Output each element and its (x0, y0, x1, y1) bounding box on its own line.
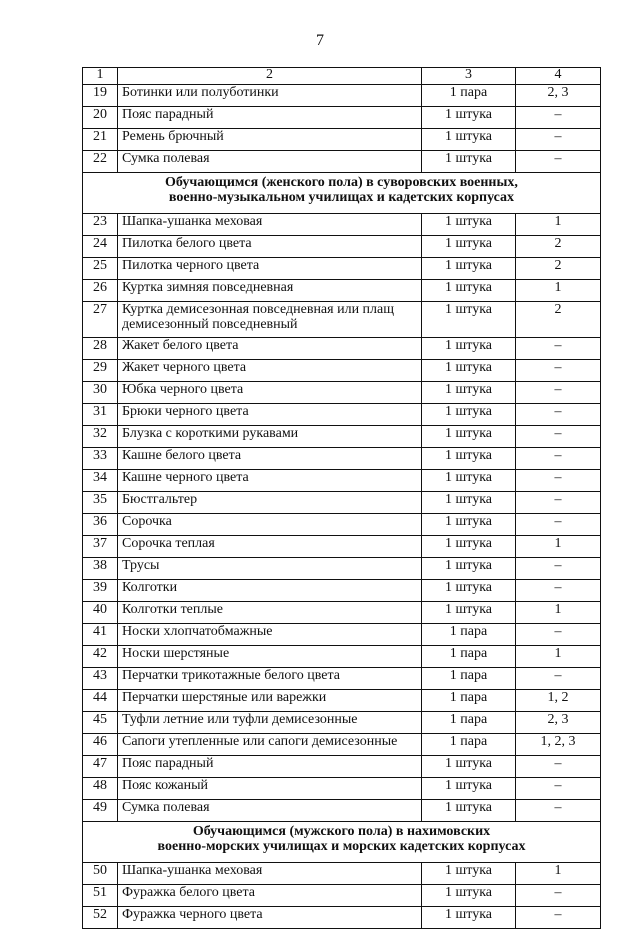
item-quantity: 1 штука (422, 580, 516, 602)
item-name: Сорочка (118, 514, 422, 536)
table-row (83, 536, 601, 558)
item-category: 2, 3 (516, 712, 601, 734)
row-number: 33 (83, 448, 118, 470)
item-quantity: 1 штука (422, 382, 516, 404)
table-row (83, 863, 601, 885)
row-number: 51 (83, 885, 118, 907)
table-row (83, 129, 601, 151)
item-quantity: 1 штука (422, 448, 516, 470)
row-number: 43 (83, 668, 118, 690)
item-category: – (516, 360, 601, 382)
row-number: 21 (83, 129, 118, 151)
item-name: Пилотка белого цвета (118, 236, 422, 258)
item-name: Колготки теплые (118, 602, 422, 624)
table-row (83, 734, 601, 756)
item-category: 1 (516, 280, 601, 302)
item-name: Фуражка черного цвета (118, 907, 422, 929)
row-number: 47 (83, 756, 118, 778)
item-quantity: 1 штука (422, 360, 516, 382)
item-category: 2 (516, 236, 601, 258)
item-quantity: 1 пара (422, 85, 516, 107)
table-row (83, 514, 601, 536)
table-row (83, 426, 601, 448)
item-category: – (516, 382, 601, 404)
section-heading (83, 822, 601, 863)
item-name: Сумка полевая (118, 800, 422, 822)
item-quantity: 1 штука (422, 338, 516, 360)
item-category: 1 (516, 602, 601, 624)
item-name: Носки шерстяные (118, 646, 422, 668)
row-number: 29 (83, 360, 118, 382)
table-row (83, 668, 601, 690)
item-category: 1 (516, 646, 601, 668)
item-quantity: 1 штука (422, 151, 516, 173)
column-number-row (83, 68, 601, 85)
table-row (83, 885, 601, 907)
item-quantity: 1 штука (422, 514, 516, 536)
item-quantity: 1 пара (422, 734, 516, 756)
supply-table-body (83, 68, 601, 929)
row-number: 28 (83, 338, 118, 360)
table-row (83, 558, 601, 580)
item-category: 1 (516, 863, 601, 885)
item-name: Туфли летние или туфли демисезонные (118, 712, 422, 734)
row-number: 40 (83, 602, 118, 624)
row-number: 44 (83, 690, 118, 712)
item-name: Ботинки или полуботинки (118, 85, 422, 107)
table-row (83, 712, 601, 734)
item-name: Пилотка черного цвета (118, 258, 422, 280)
item-category: 1, 2, 3 (516, 734, 601, 756)
item-quantity: 1 штука (422, 258, 516, 280)
table-row (83, 85, 601, 107)
item-name: Носки хлопчатобмажные (118, 624, 422, 646)
item-quantity: 1 пара (422, 712, 516, 734)
row-number: 35 (83, 492, 118, 514)
item-quantity: 1 штука (422, 129, 516, 151)
item-category: – (516, 129, 601, 151)
supply-table (82, 67, 601, 929)
row-number: 36 (83, 514, 118, 536)
item-category: 2 (516, 302, 601, 338)
section-heading-line: Обучающимся (женского пола) в суворовских военных, (165, 175, 518, 190)
table-row (83, 778, 601, 800)
page-number: 7 (316, 32, 324, 49)
item-category: – (516, 624, 601, 646)
item-name: Куртка зимняя повседневная (118, 280, 422, 302)
table-row (83, 470, 601, 492)
item-name: Пояс парадный (118, 107, 422, 129)
row-number: 34 (83, 470, 118, 492)
row-number: 22 (83, 151, 118, 173)
table-row (83, 756, 601, 778)
item-quantity: 1 пара (422, 668, 516, 690)
item-quantity: 1 штука (422, 756, 516, 778)
item-name: Колготки (118, 580, 422, 602)
item-category: – (516, 907, 601, 929)
table-row (83, 800, 601, 822)
item-name: Фуражка белого цвета (118, 885, 422, 907)
item-name: Перчатки шерстяные или варежки (118, 690, 422, 712)
table-row (83, 338, 601, 360)
item-category: – (516, 492, 601, 514)
item-quantity: 1 штука (422, 492, 516, 514)
item-name: Брюки черного цвета (118, 404, 422, 426)
row-number: 31 (83, 404, 118, 426)
item-name: Жакет белого цвета (118, 338, 422, 360)
section-heading-line: Обучающимся (мужского пола) в нахимовских (192, 824, 491, 839)
item-category: – (516, 426, 601, 448)
item-category: – (516, 107, 601, 129)
table-row (83, 107, 601, 129)
item-quantity: 1 штука (422, 558, 516, 580)
item-category: – (516, 580, 601, 602)
section-heading-line: военно-музыкальном училищах и кадетских корпусах (168, 190, 515, 205)
item-quantity: 1 штука (422, 404, 516, 426)
item-quantity: 1 штука (422, 778, 516, 800)
table-row (83, 280, 601, 302)
row-number: 48 (83, 778, 118, 800)
row-number: 30 (83, 382, 118, 404)
row-number: 19 (83, 85, 118, 107)
item-quantity: 1 штука (422, 236, 516, 258)
row-number: 50 (83, 863, 118, 885)
item-name: Сапоги утепленные или сапоги демисезонные (118, 734, 422, 756)
table-row (83, 602, 601, 624)
table-row (83, 302, 601, 338)
table-row (83, 448, 601, 470)
table-row (83, 580, 601, 602)
table-row (83, 624, 601, 646)
column-number-cell: 3 (422, 68, 516, 85)
table-row (83, 404, 601, 426)
item-name: Юбка черного цвета (118, 382, 422, 404)
item-category: 2 (516, 258, 601, 280)
item-quantity: 1 штука (422, 863, 516, 885)
item-name: Сумка полевая (118, 151, 422, 173)
item-category: – (516, 338, 601, 360)
item-quantity: 1 штука (422, 907, 516, 929)
item-name: Шапка-ушанка меховая (118, 863, 422, 885)
item-quantity: 1 пара (422, 690, 516, 712)
item-name: Жакет черного цвета (118, 360, 422, 382)
item-quantity: 1 штука (422, 602, 516, 624)
item-quantity: 1 штука (422, 800, 516, 822)
item-quantity: 1 штука (422, 885, 516, 907)
item-name: Сорочка теплая (118, 536, 422, 558)
item-quantity: 1 штука (422, 214, 516, 236)
column-number-cell: 2 (118, 68, 422, 85)
table-row (83, 151, 601, 173)
item-quantity: 1 штука (422, 536, 516, 558)
item-name: Куртка демисезонная повседневная или плащ демисезонный повседневный (118, 302, 422, 338)
section-heading (83, 173, 601, 214)
row-number: 38 (83, 558, 118, 580)
table-row (83, 690, 601, 712)
item-category: – (516, 756, 601, 778)
item-category: – (516, 800, 601, 822)
row-number: 37 (83, 536, 118, 558)
row-number: 42 (83, 646, 118, 668)
item-category: – (516, 514, 601, 536)
row-number: 27 (83, 302, 118, 338)
item-quantity: 1 пара (422, 646, 516, 668)
item-name: Трусы (118, 558, 422, 580)
table-row (83, 360, 601, 382)
row-number: 23 (83, 214, 118, 236)
row-number: 20 (83, 107, 118, 129)
item-category: 2, 3 (516, 85, 601, 107)
item-category: 1 (516, 536, 601, 558)
section-heading-row (83, 173, 601, 214)
item-name: Перчатки трикотажные белого цвета (118, 668, 422, 690)
item-category: – (516, 470, 601, 492)
section-heading-line: военно-морских училищах и морских кадетских корпусах (157, 839, 526, 854)
item-category: – (516, 778, 601, 800)
row-number: 46 (83, 734, 118, 756)
item-category: – (516, 448, 601, 470)
row-number: 49 (83, 800, 118, 822)
item-name: Кашне белого цвета (118, 448, 422, 470)
item-name: Пояс кожаный (118, 778, 422, 800)
row-number: 26 (83, 280, 118, 302)
item-name: Ремень брючный (118, 129, 422, 151)
item-quantity: 1 штука (422, 470, 516, 492)
item-quantity: 1 штука (422, 107, 516, 129)
row-number: 52 (83, 907, 118, 929)
item-name: Блузка с короткими рукавами (118, 426, 422, 448)
table-row (83, 236, 601, 258)
item-name: Пояс парадный (118, 756, 422, 778)
item-name: Шапка-ушанка меховая (118, 214, 422, 236)
table-row (83, 214, 601, 236)
item-name: Кашне черного цвета (118, 470, 422, 492)
item-quantity: 1 штука (422, 280, 516, 302)
row-number: 45 (83, 712, 118, 734)
column-number-cell: 4 (516, 68, 601, 85)
section-heading-row (83, 822, 601, 863)
row-number: 39 (83, 580, 118, 602)
table-row (83, 492, 601, 514)
item-category: 1 (516, 214, 601, 236)
item-category: – (516, 151, 601, 173)
table-row (83, 382, 601, 404)
table-row (83, 646, 601, 668)
item-quantity: 1 штука (422, 302, 516, 338)
column-number-cell: 1 (83, 68, 118, 85)
item-name: Бюстгальтер (118, 492, 422, 514)
item-quantity: 1 штука (422, 426, 516, 448)
item-category: – (516, 558, 601, 580)
row-number: 25 (83, 258, 118, 280)
table-row (83, 258, 601, 280)
item-category: – (516, 668, 601, 690)
row-number: 24 (83, 236, 118, 258)
item-category: – (516, 404, 601, 426)
item-quantity: 1 пара (422, 624, 516, 646)
row-number: 41 (83, 624, 118, 646)
item-category: 1, 2 (516, 690, 601, 712)
row-number: 32 (83, 426, 118, 448)
item-category: – (516, 885, 601, 907)
table-row (83, 907, 601, 929)
